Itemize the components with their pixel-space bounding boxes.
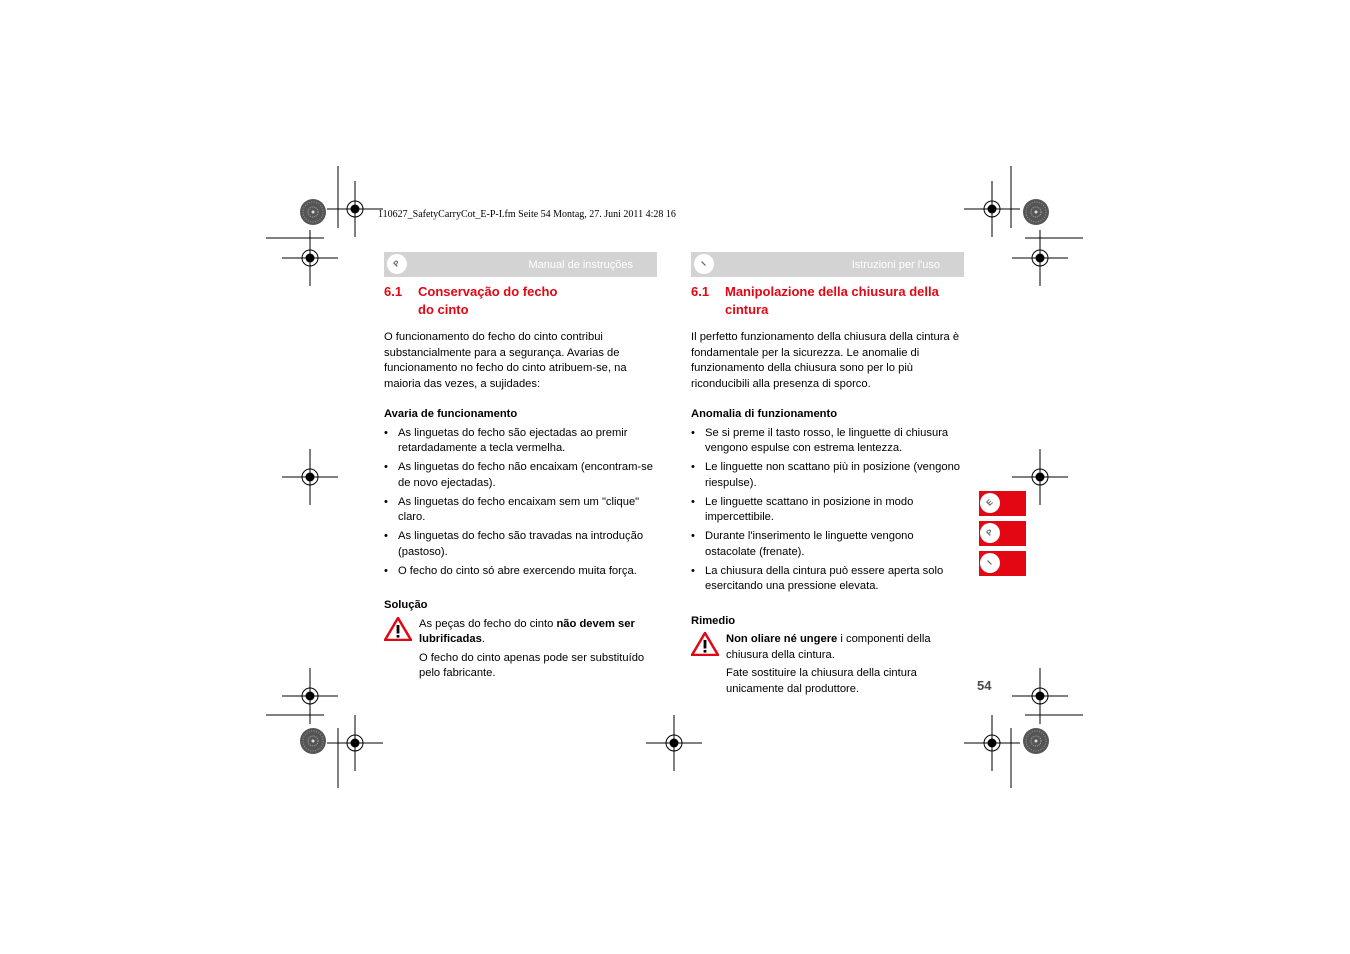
warning-text: Non oliare né ungere i componenti della chiusura della cintura. bbox=[726, 633, 931, 661]
side-tab-p[interactable] bbox=[979, 521, 1026, 546]
list-item: • As linguetas do fecho são travadas na introdução (pastoso). bbox=[384, 529, 659, 560]
list-item: • Durante l'inserimento le linguette vengono ostacolate (frenate). bbox=[691, 529, 966, 560]
section-heading: 6.1 Manipolazione della chiusura della cintura bbox=[691, 284, 939, 317]
warning-note: Fate sostituire la chiusura della cintura unicamente dal produttore. bbox=[726, 667, 917, 695]
language-header-portuguese bbox=[384, 252, 657, 277]
language-label: Istruzioni per l'uso bbox=[851, 259, 940, 271]
intro-paragraph: Il perfetto funzionamento della chiusura della cintura è fondamentale per la sicurezza. Le anomalie di funzionamento della chiusura sono per lo più riconducibili alla presenza di sporco. bbox=[691, 331, 960, 390]
language-circle-icon: E bbox=[976, 489, 1004, 517]
list-item: • Le linguette non scattano più in posizione (vengono riespulse). bbox=[691, 460, 966, 491]
list-item: • Le linguette scattano in posizione in modo impercettibile. bbox=[691, 495, 966, 526]
solution-heading: Solução bbox=[384, 599, 428, 611]
warning-block bbox=[384, 617, 659, 682]
list-item: • O fecho do cinto só abre exercendo muita força. bbox=[384, 564, 659, 580]
malfunction-heading: Avaria de funcionamento bbox=[384, 408, 518, 420]
language-circle-icon: I bbox=[976, 549, 1004, 577]
list-item: • La chiusura della cintura può essere aperta solo esercitando una pressione elevata. bbox=[691, 564, 966, 595]
language-label: Manual de instruções bbox=[528, 259, 633, 271]
file-info: 110627_SafetyCarryCot_E-P-I.fm Seite 54 Montag, 27. Juni 2011 4:28 16 bbox=[378, 209, 676, 220]
solution-heading: Rimedio bbox=[691, 614, 736, 627]
column-portuguese bbox=[384, 283, 659, 682]
warning-text: As peças do fecho do cinto não devem ser lubrificadas. bbox=[419, 617, 635, 645]
language-header-italian bbox=[691, 252, 964, 277]
side-tab-e[interactable] bbox=[979, 491, 1026, 516]
malfunction-list bbox=[691, 426, 966, 595]
side-tab-i[interactable] bbox=[979, 551, 1026, 576]
language-circle-icon: P bbox=[383, 250, 411, 278]
column-italian bbox=[691, 283, 966, 697]
page-number: 54 bbox=[977, 678, 992, 693]
list-item: • As linguetas do fecho não encaixam (encontram-se de novo ejectadas). bbox=[384, 460, 659, 491]
warning-note: O fecho do cinto apenas pode ser substituído pelo fabricante. bbox=[419, 651, 645, 679]
section-heading: 6.1 Conservação do fecho do cinto bbox=[384, 284, 558, 317]
malfunction-list bbox=[384, 426, 659, 580]
malfunction-heading: Anomalia di funzionamento bbox=[691, 408, 838, 420]
language-circle-icon: I bbox=[690, 250, 718, 278]
list-item: • Se si preme il tasto rosso, le linguette di chiusura vengono espulse con estrema lentezza. bbox=[691, 426, 966, 457]
warning-triangle-icon bbox=[691, 632, 726, 697]
list-item: • As linguetas do fecho são ejectadas ao premir retardadamente a tecla vermelha. bbox=[384, 426, 659, 457]
list-item: • As linguetas do fecho encaixam sem um "clique" claro. bbox=[384, 495, 659, 526]
warning-block bbox=[691, 632, 966, 697]
language-circle-icon: P bbox=[976, 519, 1004, 547]
warning-triangle-icon bbox=[384, 617, 419, 682]
intro-paragraph: O funcionamento do fecho do cinto contribui substancialmente para a segurança. Avarias de funcionamento no fecho do cinto atribuem-se, na maioria das vezes, a sujidades: bbox=[384, 331, 627, 390]
